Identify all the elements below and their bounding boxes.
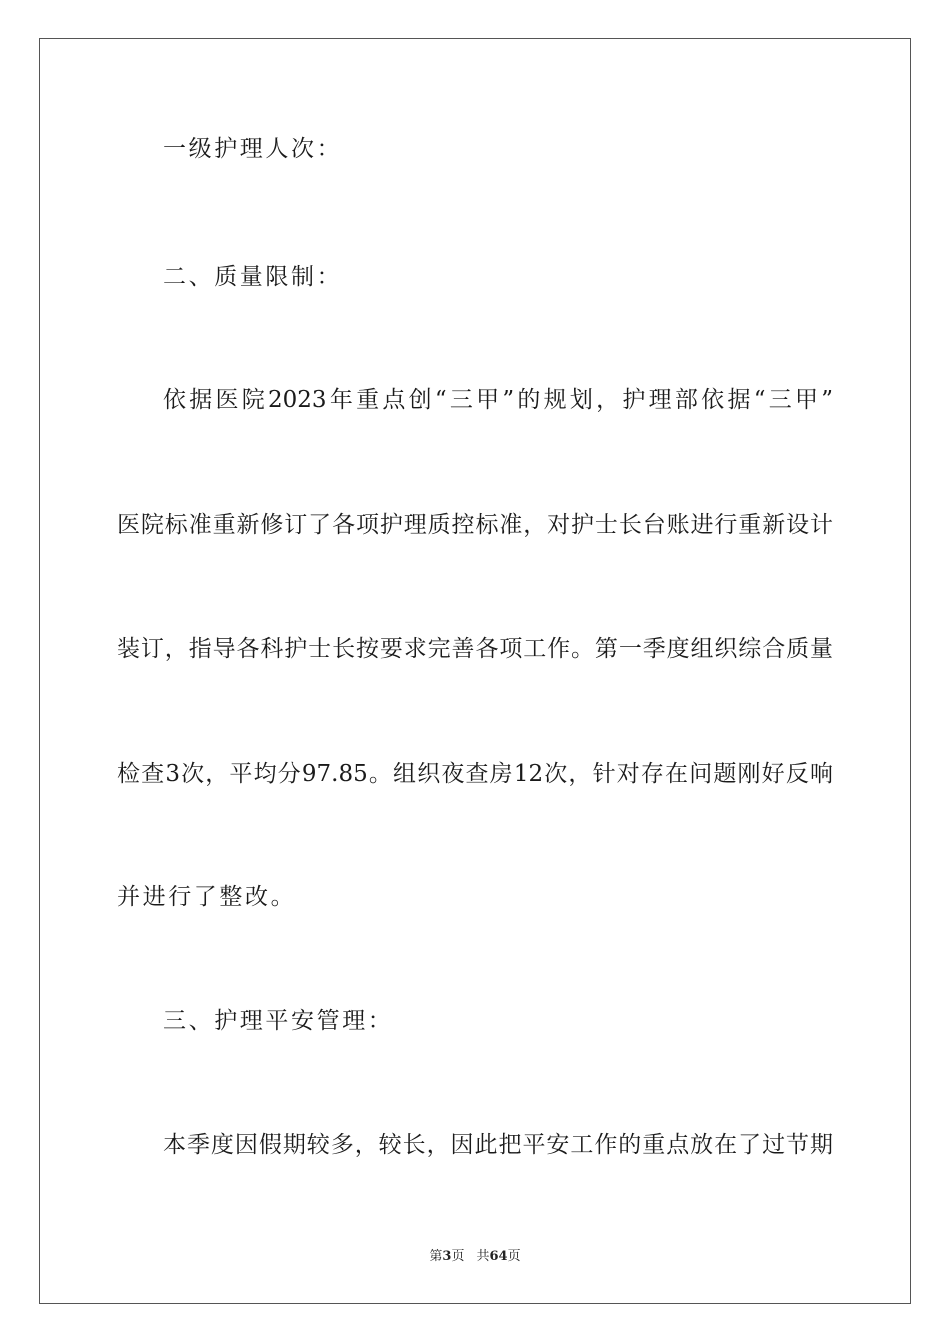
paragraph-line-4: 检查3次，平均分97.85。组织夜查房12次，针对存在问题刚好反响 [117, 761, 833, 787]
footer-page-suffix: 页 [451, 1249, 465, 1264]
footer-total-suffix: 页 [507, 1249, 521, 1264]
paragraph-line-3: 装订，指导各科护士长按要求完善各项工作。第一季度组织综合质量 [117, 636, 833, 662]
page-border [39, 38, 911, 1304]
section-heading-nursing-safety: 三、护理平安管理： [163, 1008, 394, 1034]
paragraph-line-6: 本季度因假期较多，较长，因此把平安工作的重点放在了过节期 [163, 1132, 833, 1158]
footer-page-prefix: 第 [429, 1249, 443, 1264]
page-footer [0, 1248, 950, 1266]
paragraph-line-5: 并进行了整改。 [117, 884, 297, 910]
footer-total-pages: 64 [489, 1249, 508, 1264]
paragraph-line-1: 依据医院2023年重点创“三甲”的规划，护理部依据“三甲” [163, 387, 833, 413]
footer-total-prefix: 共 [476, 1249, 490, 1264]
footer-page-number: 3 [442, 1249, 452, 1264]
section-heading-quality-control: 二、质量限制： [163, 264, 343, 290]
paragraph-line-2: 医院标准重新修订了各项护理质控标准，对护士长台账进行重新设计 [117, 512, 833, 538]
text-line-level-one-care: 一级护理人次： [163, 136, 343, 162]
